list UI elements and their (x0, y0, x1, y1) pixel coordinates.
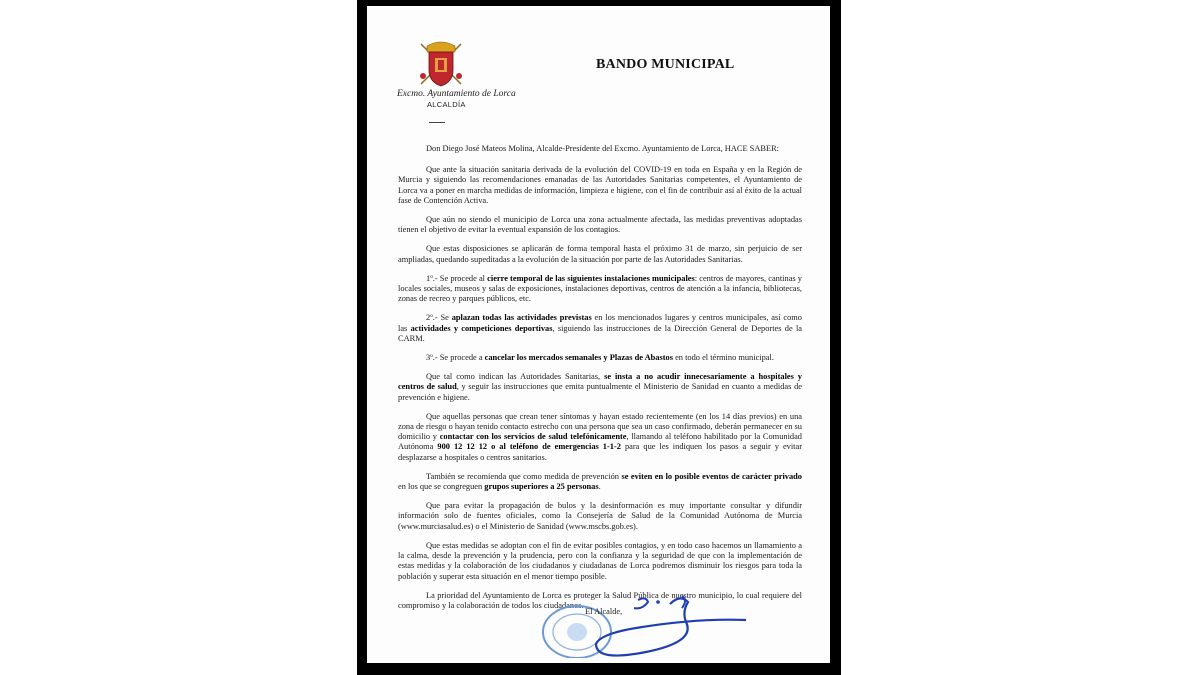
bold-text: grupos superiores a 25 personas (484, 482, 599, 492)
coat-of-arms-logo (415, 36, 467, 94)
organization-name: Excmo. Ayuntamiento de Lorca (397, 89, 516, 99)
paragraph: Que estas disposiciones se aplicarán de forma temporal hasta el próximo 31 de marzo, sin perjuicio de ser ampliadas, quedando supeditadas a la evolución de la situación por parte de las Autoridades Sanitarias. (398, 244, 802, 264)
bold-text: se insta a no acudir innecesariamente a hospitales y centros de salud (398, 372, 802, 392)
office-label: ALCALDÍA (427, 100, 466, 109)
paragraph (398, 372, 802, 403)
text-run: 1º.- Se procede al (426, 273, 488, 283)
text-run: . (598, 482, 601, 492)
paragraph (398, 412, 802, 463)
closing-signoff: El Alcalde, (585, 607, 623, 616)
document-page (367, 6, 830, 663)
bold-text: cancelar los mercados semanales y Plazas de Abastos (484, 353, 673, 363)
text-run: Que aquellas personas que crean tener síntomas y hayan estado recientemente (en los 14 días previos) en una zona de riesgo o hayan tenido contacto estrecho con una persona que sea un caso confirmado, deberán permanecer en su domicilio y (398, 411, 802, 442)
intro-paragraph: Don Diego José Mateos Molina, Alcalde-Presidente del Excmo. Ayuntamiento de Lorca, HACE SABER: (426, 144, 780, 153)
text-run: También se recomienda que como medida de prevención (426, 471, 622, 481)
paragraph: Que aún no siendo el municipio de Lorca una zona actualmente afectada, las medidas preventivas adoptadas tienen el objetivo de evitar la eventual expansión de los contagios. (398, 215, 802, 235)
text-run: para que les indiquen los pasos a seguir y evitar desplazarse a hospitales o centros sanitarios. (398, 442, 803, 462)
text-run: 3º.- Se procede a (426, 353, 485, 363)
text-run: , siguiendo las instrucciones de la Dirección General de Deportes de la CARM. (398, 323, 802, 343)
measure-2-paragraph (398, 313, 802, 344)
text-run: , y seguir las instrucciones que emita puntualmente el Ministerio de Sanidad en cuanto a medidas de prevención e higiene. (398, 382, 802, 402)
text-run: en los mencionados lugares y centros municipales, así como las (398, 313, 802, 333)
paragraph: Que para evitar la propagación de bulos y la desinformación es muy importante consultar y difundir información solo de fuentes oficiales, como la Consejería de Salud de la Comunidad Autónoma de Murcia (www.murciasalud.es) o el Ministerio de Sanidad (www.mscbs.gob.es). (398, 501, 802, 531)
paragraph: La prioridad del Ayuntamiento de Lorca es proteger la Salud Pública de nuestro municipio, lo cual requiere del compromiso y la colaboración de todos los ciudadanos. (398, 590, 802, 610)
text-run: en los que se congreguen (398, 482, 485, 492)
measure-3-paragraph (398, 353, 802, 363)
text-run: en todo el término municipal. (673, 353, 774, 363)
measure-1-paragraph (398, 274, 802, 305)
text-run: : centros de mayores, cantinas y locales sociales, museos y salas de exposiciones, instalaciones deportivas, centros de atención a la infancia, bibliotecas, zonas de recreo y parques públicos, etc. (398, 273, 802, 304)
document-title: BANDO MUNICIPAL (596, 57, 735, 72)
bold-text: se eviten en lo posible eventos de carácter privado (621, 471, 802, 481)
paragraph (398, 472, 802, 492)
paragraph: Que estas medidas se adoptan con el fin de evitar posibles contagios, y en todo caso hacemos un llamamiento a la calma, desde la prevención y la prudencia, pero con la confianza y la seguridad de que con la implementación de estas medidas y la colaboración de los ciudadanos y ciudadanas de Lorca podremos disminuir los riesgos para toda la población y superar esta situación en el menor tiempo posible. (398, 540, 802, 581)
bold-text: 900 12 12 12 o al teléfono de emergencias 1-1-2 (437, 442, 621, 452)
text-run: Que tal como indican las Autoridades Sanitarias, (426, 372, 605, 382)
bold-text: contactar con los servicios de salud telefónicamente (439, 432, 627, 442)
handwritten-signature (572, 590, 792, 662)
divider (429, 122, 445, 123)
text-run: 2º.- Se (426, 313, 452, 323)
document-body (398, 144, 802, 620)
paragraph: Que ante la situación sanitaria derivada de la evolución del COVID-19 en toda en España y en la Región de Murcia y siguiendo las recomendaciones emanadas de las Autoridades Sanitarias competentes, el Ayuntamiento de Lorca va a poner en marcha medidas de información, limpieza e higiene, con el fin de contribuir así al éxito de la actual fase de Contención Activa. (398, 165, 802, 205)
bold-text: actividades y competiciones deportivas (410, 323, 553, 333)
text-run: , llamando al teléfono habilitado por la Comunidad Autónoma (398, 432, 802, 452)
bold-text: cierre temporal de las siguientes instalaciones municipales (487, 273, 695, 283)
bold-text: aplazan todas las actividades previstas (451, 313, 592, 323)
